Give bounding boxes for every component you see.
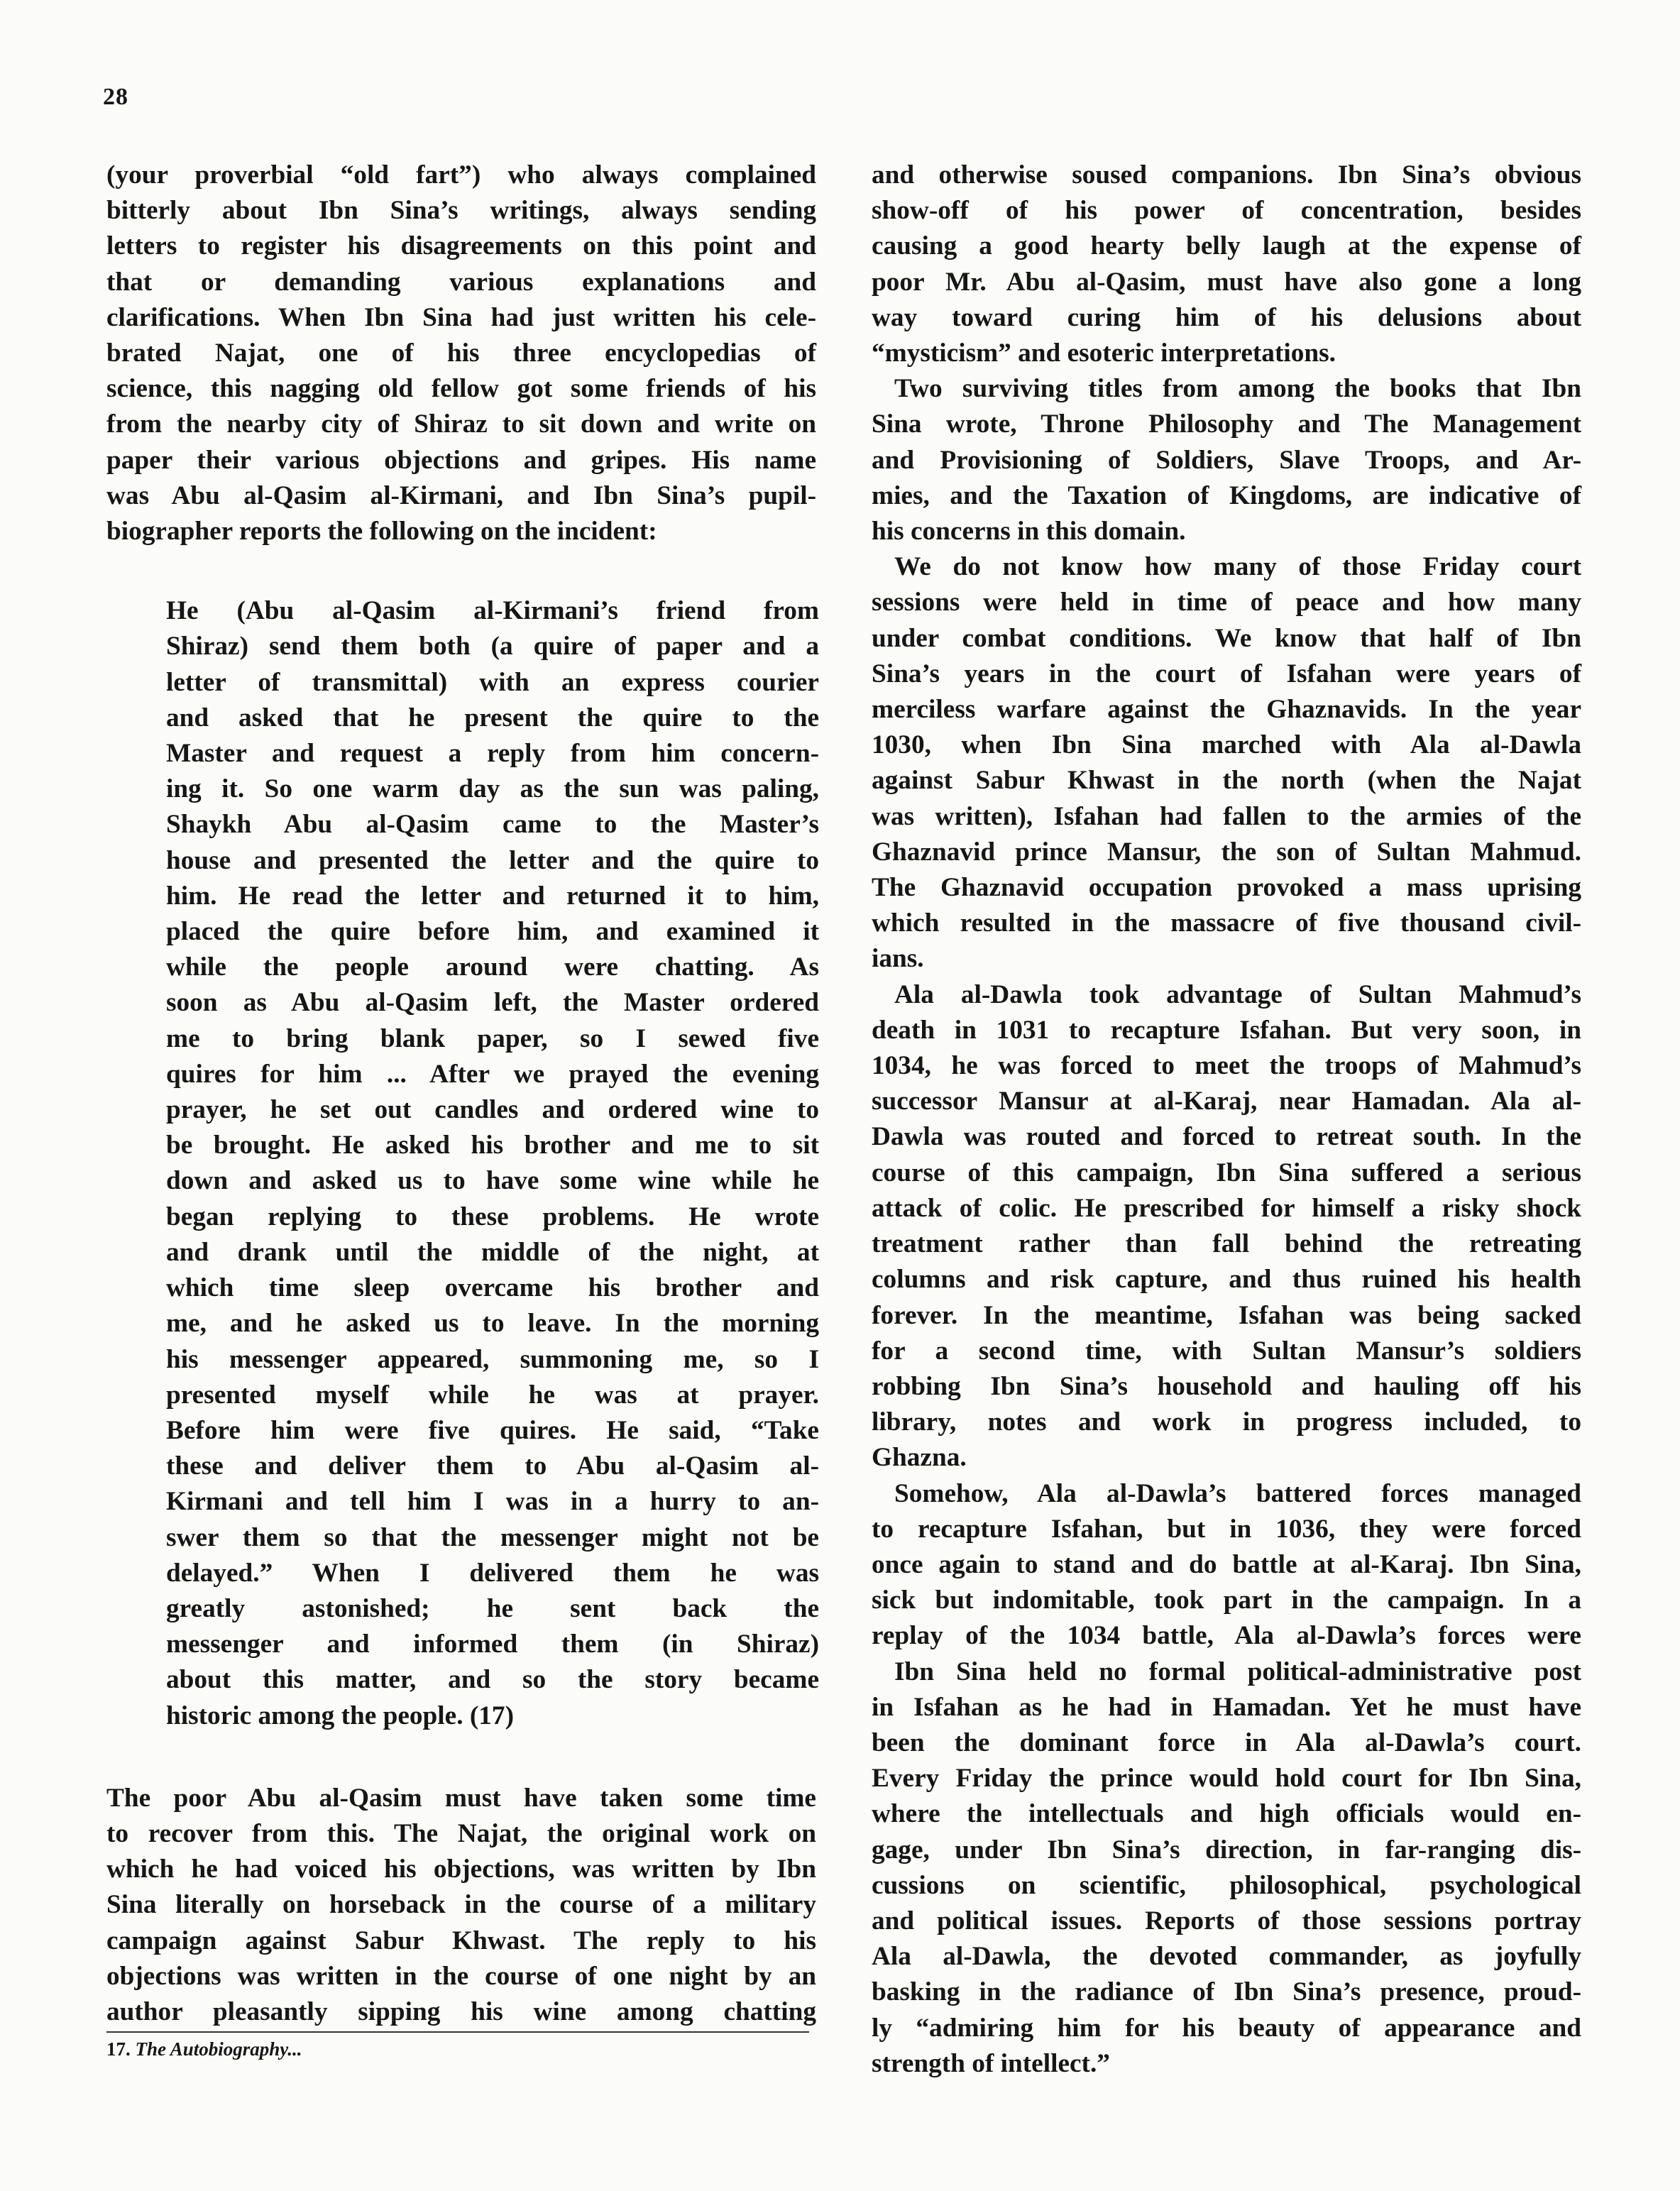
text-line: causing a good hearty belly laugh at the expense of (872, 231, 1581, 261)
text-line: his concerns in this domain. (872, 517, 1186, 547)
text-line: Somehow, Ala al-Dawla’s battered forces managed (894, 1478, 1581, 1508)
text-line: once again to stand and do battle at al-Karaj. Ibn Sina, (872, 1549, 1581, 1579)
text-line: Ala al-Dawla took advantage of Sultan Mahmud’s (894, 979, 1581, 1009)
quote-line: me to bring blank paper, so I sewed five (166, 1023, 819, 1053)
quote-line: while the people around were chatting. As (166, 952, 819, 982)
quote-line: soon as Abu al-Qasim left, the Master ordered (166, 988, 819, 1018)
text-line: Sina literally on horseback in the course of a military (106, 1890, 816, 1920)
quote-line: greatly astonished; he sent back the (166, 1593, 819, 1623)
quote-line: about this matter, and so the story became (166, 1665, 819, 1695)
text-line: treatment rather than fall behind the retreating (872, 1229, 1581, 1259)
text-line: Ghaznavid prince Mansur, the son of Sultan Mahmud. (872, 837, 1581, 867)
text-line: was Abu al-Qasim al-Kirmani, and Ibn Sina’s pupil- (106, 481, 816, 510)
text-line: Dawla was routed and forced to retreat south. In the (872, 1122, 1581, 1152)
text-line: The Ghaznavid occupation provoked a mass uprising (872, 873, 1581, 903)
text-line: robbing Ibn Sina’s household and hauling off his (872, 1371, 1581, 1401)
text-line: Ibn Sina held no formal political-administrative post (894, 1657, 1581, 1686)
text-line: was written), Isfahan had fallen to the armies of the (872, 801, 1581, 831)
text-line: clarifications. When Ibn Sina had just written his cele- (106, 302, 816, 332)
text-line: biographer reports the following on the incident: (106, 517, 657, 547)
text-line: which he had voiced his objections, was written by Ibn (106, 1855, 816, 1884)
text-line: forever. In the meantime, Isfahan was being sacked (872, 1300, 1581, 1330)
quote-line: prayer, he set out candles and ordered wine to (166, 1095, 819, 1125)
text-line: death in 1031 to recapture Isfahan. But very soon, in (872, 1015, 1581, 1045)
text-line: The poor Abu al-Qasim must have taken some time (106, 1783, 816, 1813)
text-line: columns and risk capture, and thus ruined his health (872, 1265, 1581, 1295)
text-line: in Isfahan as he had in Hamadan. Yet he must have (872, 1692, 1581, 1722)
quote-line: presented myself while he was at prayer. (166, 1380, 819, 1410)
text-line: and Provisioning of Soldiers, Slave Troops, and Ar- (872, 445, 1581, 475)
text-line: way toward curing him of his delusions about (872, 302, 1581, 332)
text-line: basking in the radiance of Ibn Sina’s presence, proud- (872, 1977, 1581, 2007)
quote-line: Kirmani and tell him I was in a hurry to an- (166, 1487, 819, 1517)
text-line: where the intellectuals and high officials would en- (872, 1799, 1581, 1829)
text-line: gage, under Ibn Sina’s direction, in far-ranging dis- (872, 1835, 1581, 1865)
text-line: We do not know how many of those Friday court (894, 552, 1581, 582)
text-line: science, this nagging old fellow got some friends of his (106, 374, 816, 404)
text-line: to recover from this. The Najat, the original work on (106, 1818, 816, 1848)
text-line: campaign against Sabur Khwast. The reply to his (106, 1926, 816, 1955)
quote-line: house and presented the letter and the quire to (166, 845, 819, 875)
quote-line: He (Abu al-Qasim al-Kirmani’s friend from (166, 596, 819, 626)
right-column (872, 158, 1581, 2082)
text-line: Sina’s years in the court of Isfahan were years of (872, 659, 1581, 688)
text-line: merciless warfare against the Ghaznavids. In the year (872, 695, 1581, 725)
text-line: Ghazna. (872, 1443, 967, 1473)
quote-line: Shaykh Abu al-Qasim came to the Master’s (166, 810, 819, 840)
left-paragraph-1 (106, 158, 816, 549)
footnote-divider (106, 2031, 809, 2033)
text-line: attack of colic. He prescribed for himself a risky shock (872, 1193, 1581, 1223)
quote-line: me, and he asked us to leave. In the morning (166, 1309, 819, 1339)
text-line: ly “admiring him for his beauty of appearance and (872, 2013, 1581, 2043)
text-line: ians. (872, 944, 924, 974)
text-line: that or demanding various explanations and (106, 267, 816, 297)
text-line: Every Friday the prince would hold court for Ibn Sina, (872, 1764, 1581, 1794)
text-line: course of this campaign, Ibn Sina suffered a serious (872, 1158, 1581, 1187)
quote-line: delayed.” When I delivered them he was (166, 1558, 819, 1588)
text-line: to recapture Isfahan, but in 1036, they were forced (872, 1514, 1581, 1544)
quote-line: which time sleep overcame his brother and (166, 1273, 819, 1303)
text-line: Sina wrote, Throne Philosophy and The Management (872, 410, 1581, 439)
text-line: which resulted in the massacre of five thousand civil- (872, 908, 1581, 938)
text-line: against Sabur Khwast in the north (when the Najat (872, 766, 1581, 796)
quote-line: his messenger appeared, summoning me, so I (166, 1344, 819, 1374)
quote-line: and drank until the middle of the night, at (166, 1237, 819, 1267)
text-line: replay of the 1034 battle, Ala al-Dawla’s forces were (872, 1621, 1581, 1651)
quote-line: him. He read the letter and returned it to him, (166, 881, 819, 911)
text-line: brated Najat, one of his three encyclopedias of (106, 339, 816, 368)
text-line: cussions on scientific, philosophical, psychological (872, 1870, 1581, 1900)
quote-line: down and asked us to have some wine while he (166, 1166, 819, 1196)
quote-line: letter of transmittal) with an express courier (166, 667, 819, 697)
text-line: Two surviving titles from among the books that Ibn (894, 374, 1581, 404)
text-line: sick but indomitable, took part in the campaign. In a (872, 1586, 1581, 1615)
right-paragraph-4 (872, 977, 1581, 1476)
text-line: strength of intellect.” (872, 2048, 1110, 2078)
quote-line: swer them so that the messenger might not be (166, 1522, 819, 1552)
text-line: 1030, when Ibn Sina marched with Ala al-Dawla (872, 730, 1581, 760)
right-paragraph-6 (872, 1654, 1581, 2082)
text-line: paper their various objections and gripes. His name (106, 445, 816, 475)
right-paragraph-2 (872, 371, 1581, 549)
text-line: objections was written in the course of one night by an (106, 1961, 816, 1991)
left-paragraph-2 (106, 1781, 816, 2030)
footnote-text: The Autobiography... (135, 2038, 302, 2060)
right-paragraph-3 (872, 549, 1581, 977)
quote-line: messenger and informed them (in Shiraz) (166, 1630, 819, 1659)
quote-line: ing it. So one warm day as the sun was paling, (166, 774, 819, 804)
text-line: author pleasantly sipping his wine among chatting (106, 1997, 816, 2026)
quote-line: quires for him ... After we prayed the evening (166, 1059, 819, 1089)
text-line: and otherwise soused companions. Ibn Sina’s obvious (872, 160, 1581, 190)
text-line: (your proverbial “old fart”) who always complained (106, 160, 816, 190)
right-paragraph-1 (872, 158, 1581, 371)
footnote-number: 17. (106, 2038, 131, 2060)
quote-line: Before him were five quires. He said, “Take (166, 1415, 819, 1445)
text-line: show-off of his power of concentration, besides (872, 196, 1581, 226)
text-line: mies, and the Taxation of Kingdoms, are indicative of (872, 481, 1581, 510)
text-line: and political issues. Reports of those sessions portray (872, 1906, 1581, 1935)
quote-line: Master and request a reply from him concern- (166, 739, 819, 769)
text-line: for a second time, with Sultan Mansur’s soldiers (872, 1336, 1581, 1366)
block-quote (166, 593, 819, 1734)
quote-line: be brought. He asked his brother and me to sit (166, 1131, 819, 1160)
quote-line: historic among the people. (17) (166, 1701, 514, 1730)
text-line: bitterly about Ibn Sina’s writings, always sending (106, 196, 816, 226)
text-line: been the dominant force in Ala al-Dawla’s court. (872, 1728, 1581, 1757)
left-column (106, 158, 819, 2030)
text-line: successor Mansur at al-Karaj, near Hamadan. Ala al- (872, 1087, 1581, 1116)
right-paragraph-5 (872, 1476, 1581, 1654)
page-number: 28 (103, 84, 128, 110)
text-line: letters to register his disagreements on this point and (106, 231, 816, 261)
text-line: from the nearby city of Shiraz to sit down and write on (106, 410, 816, 439)
text-line: under combat conditions. We know that half of Ibn (872, 623, 1581, 653)
text-line: sessions were held in time of peace and how many (872, 588, 1581, 617)
text-line: library, notes and work in progress included, to (872, 1407, 1581, 1437)
text-line: Ala al-Dawla, the devoted commander, as joyfully (872, 1942, 1581, 1972)
quote-line: and asked that he present the quire to the (166, 703, 819, 732)
quote-line: placed the quire before him, and examined it (166, 917, 819, 947)
quote-line: began replying to these problems. He wrote (166, 1202, 819, 1231)
quote-line: these and deliver them to Abu al-Qasim al- (166, 1451, 819, 1481)
text-line: 1034, he was forced to meet the troops of Mahmud’s (872, 1051, 1581, 1081)
footnote (106, 2038, 302, 2060)
text-line: “mysticism” and esoteric interpretations. (872, 339, 1336, 368)
text-line: poor Mr. Abu al-Qasim, must have also gone a long (872, 267, 1581, 297)
quote-line: Shiraz) send them both (a quire of paper and a (166, 632, 819, 661)
